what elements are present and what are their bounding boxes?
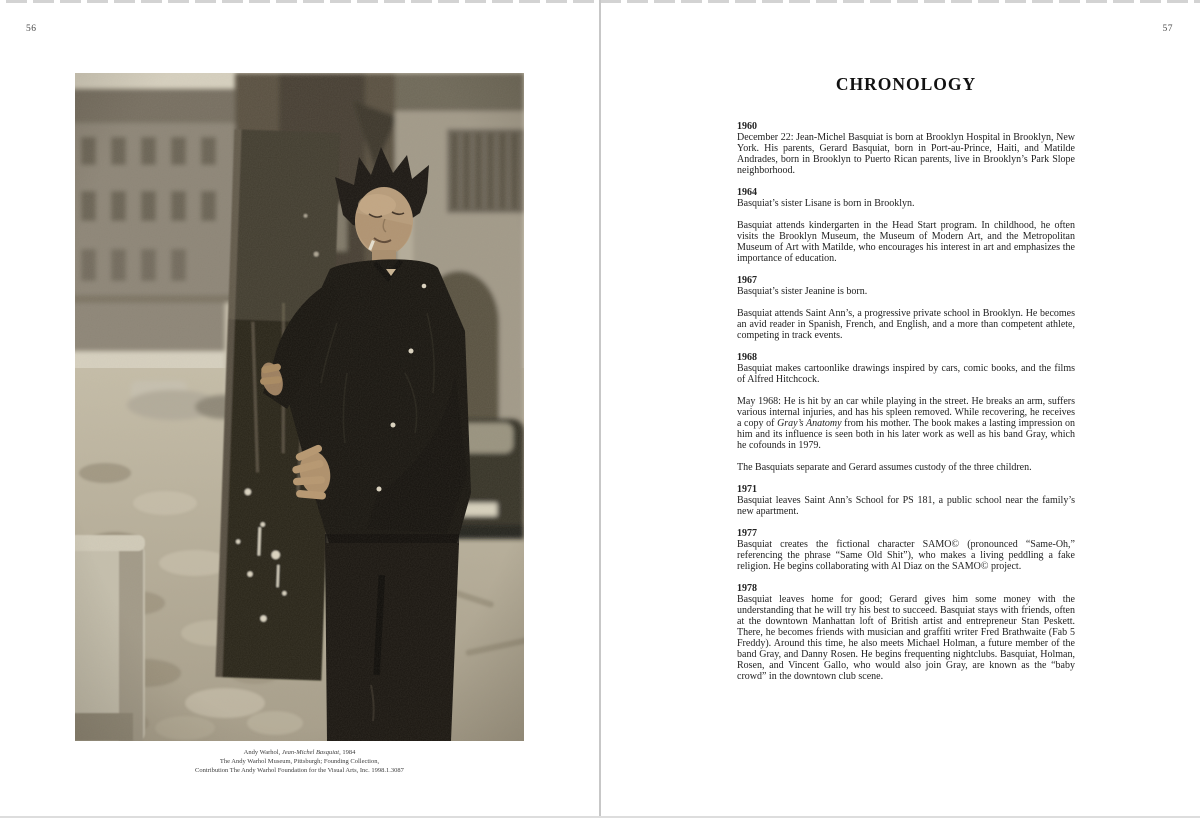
entry-paragraph: Basquiat attends Saint Ann’s, a progressive private school in Brooklyn. He becomes an avid reader in Spanish, French, and English, and a more than competent athlete, competing in track events. (737, 308, 1075, 341)
chronology-entry-1978 (737, 583, 1075, 682)
entry-paragraph: Basquiat creates the fictional character SAMO© (pronounced “Same-Oh,” referencing the phrase “Same Old Shit”), who makes a living peddling a fake religion. He begins collaborating with Al Diaz on the SAMO© project. (737, 539, 1075, 572)
entry-paragraph: Basquiat’s sister Lisane is born in Brooklyn. (737, 198, 915, 209)
entry-paragraph: The Basquiats separate and Gerard assumes custody of the three children. (737, 462, 1032, 473)
entry-year: 1978 (737, 583, 757, 594)
entry-paragraph: Basquiat attends kindergarten in the Head Start program. In childhood, he often visits the Brooklyn Museum, the Museum of Modern Art, and the Metropolitan Museum of Art with Matilde, who encourages his interest in art and emphasizes the importance of education. (737, 220, 1075, 264)
entry-year: 1971 (737, 484, 757, 495)
entry-year: 1964 (737, 187, 757, 198)
caption-line-3: Contribution The Andy Warhol Foundation for the Visual Arts, Inc. 1998.1.3087 (195, 767, 404, 774)
photo-caption (75, 748, 524, 775)
entry-paragraph: December 22: Jean-Michel Basquiat is born at Brooklyn Hospital in Brooklyn, New York. His parents, Gerard Basquiat, born in Port-au-Prince, Haiti, and Matilde Andrades, born in Brooklyn to Puerto Rican parents, live in Brooklyn’s Park Slope neighborhood. (737, 132, 1075, 176)
entry-paragraph: Basquiat makes cartoonlike drawings inspired by cars, comic books, and the films of Alfred Hitchcock. (737, 363, 1075, 385)
entry-year: 1960 (737, 121, 757, 132)
chronology-entry-1977 (737, 528, 1075, 572)
entry-year: 1967 (737, 275, 757, 286)
entry-paragraph: Basquiat’s sister Jeanine is born. (737, 286, 868, 297)
chronology-heading: CHRONOLOGY (835, 74, 977, 94)
caption-line-2: The Andy Warhol Museum, Pittsburgh; Founding Collection, (219, 758, 380, 765)
chronology-entry-1960 (737, 121, 1075, 176)
entry-paragraph: May 1968: He is hit by an car while playing in the street. He breaks an arm, suffers various internal injuries, and has his spleen removed. While recovering, he receives a copy of Gray’s Anatomy from his mother. The book makes a lasting impression on him and its influence is seen both in his later work as well as his band Gray, which he cofounds in 1979. (737, 396, 1075, 451)
photo-figure (75, 73, 524, 775)
page-number-right: 57 (1162, 24, 1173, 34)
chronology-entry-1968 (737, 352, 1075, 473)
basquiat-street-photograph (75, 73, 524, 741)
chronology-entry-1967 (737, 275, 1075, 341)
chronology-column (737, 121, 1075, 682)
entry-year: 1977 (737, 528, 757, 539)
entry-paragraph: Basquiat leaves home for good; Gerard gives him some money with the understanding that he will try his best to succeed. Basquiat stays with friends, often at the downtown Manhattan loft of British artist and entrepreneur Stan Peskett. There, he becomes friends with musician and graffiti writer Fred Brathwaite (Fab 5 Freddy). Around this time, he also meets Michael Holman, a future member of the band Gray, and Danny Rosen. He begins frequenting nightclubs. Basquiat, Holman, Rosen, and Vincent Gallo, who would also join Gray, are known as the “baby crowd” in the downtown club scene. (737, 594, 1075, 682)
caption-line-1: Andy Warhol, Jean-Michel Basquiat, 1984 (243, 749, 356, 756)
page-number-left: 56 (26, 24, 37, 34)
entry-year: 1968 (737, 352, 757, 363)
scan-edge-marks-top (6, 0, 1200, 3)
chronology-entry-1971 (737, 484, 1075, 517)
entry-paragraph: Basquiat leaves Saint Ann’s School for PS 181, a public school near the family’s new apartment. (737, 495, 1075, 517)
chronology-entry-1964 (737, 187, 1075, 264)
page-gutter-line (599, 0, 601, 818)
